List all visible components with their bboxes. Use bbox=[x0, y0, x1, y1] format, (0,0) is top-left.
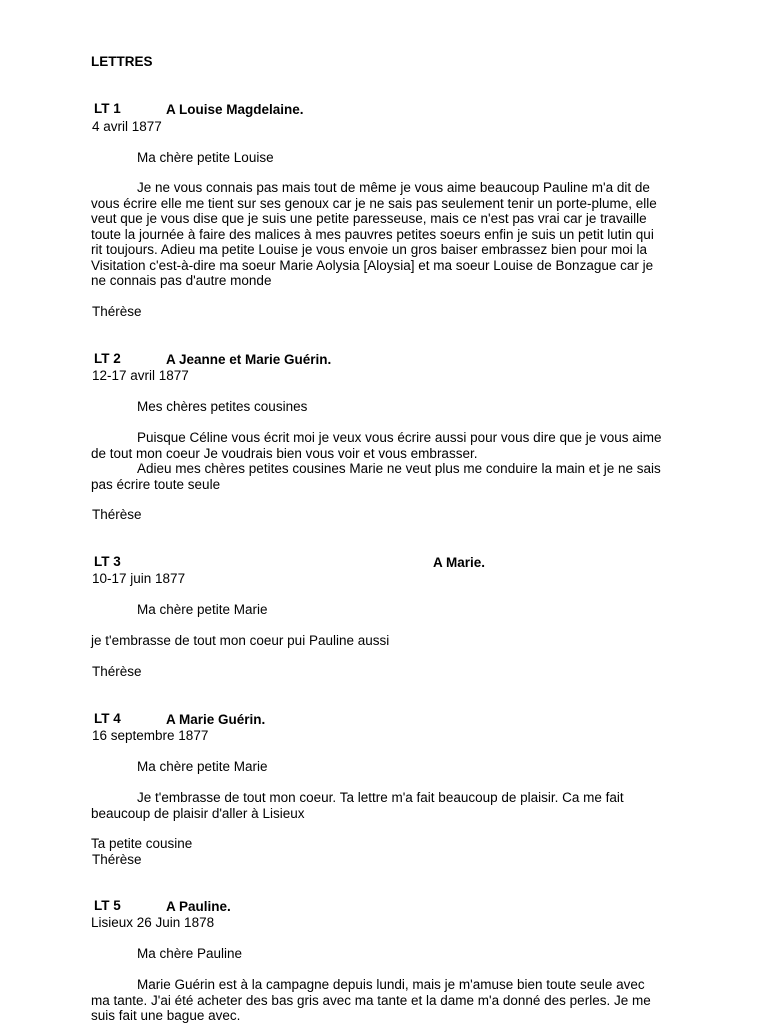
letter-recipient: A Pauline. bbox=[166, 899, 231, 914]
letter-closing: Thérèse bbox=[92, 507, 142, 522]
letter-number: LT 1 bbox=[94, 101, 121, 116]
letter-date: 16 septembre 1877 bbox=[92, 728, 209, 743]
letter-recipient: A Jeanne et Marie Guérin. bbox=[166, 352, 332, 367]
letter-salutation: Ma chère petite Marie bbox=[137, 602, 268, 617]
letter-number: LT 5 bbox=[94, 898, 121, 913]
letter-recipient: A Marie. bbox=[433, 555, 486, 570]
letter-paragraph: Puisque Céline vous écrit moi je veux vous écrire aussi pour vous dire que je vous aime de tout mon coeur Je voudrais bien vous voir et vous embrasser. bbox=[91, 430, 662, 461]
letter-paragraph: Adieu mes chères petites cousines Marie ne veut plus me conduire la main et je ne sais pas écrire toute seule bbox=[91, 461, 661, 492]
letter-recipient: A Marie Guérin. bbox=[166, 712, 266, 727]
letter-number: LT 4 bbox=[94, 711, 121, 726]
letter-salutation: Mes chères petites cousines bbox=[137, 399, 308, 414]
letter-paragraph: Je ne vous connais pas mais tout de même je vous aime beaucoup Pauline m'a dit de vous écrire elle me tient sur ses genoux car je ne sais pas seulement tenir un porte-plume, elle veut que je vous dise que je suis une petite paresseuse, mais ce n'est pas vrai car je travaille toute la journée à faire des malices à mes pauvres petites soeurs enfin je suis un petit lutin qui rit toujours. Adieu ma petite Louise je vous envoie un gros baiser embrassez bien pour moi la Visitation c'est-à-dire ma soeur Marie Aolysia [Aloysia] et ma soeur Louise de Bonzague car je ne connais pas d'autre monde bbox=[91, 180, 657, 288]
letter-closing-line: Ta petite cousine bbox=[91, 836, 193, 851]
letter-salutation: Ma chère Pauline bbox=[137, 946, 243, 961]
document-heading: LETTRES bbox=[91, 54, 153, 69]
letter-closing: Thérèse bbox=[92, 304, 142, 319]
letter-salutation: Ma chère petite Louise bbox=[137, 150, 274, 165]
letter-paragraph: Je t'embrasse de tout mon coeur. Ta lettre m'a fait beaucoup de plaisir. Ca me fait beaucoup de plaisir d'aller à Lisieux bbox=[91, 790, 624, 821]
letter-date: 4 avril 1877 bbox=[92, 119, 162, 134]
letter-recipient: A Louise Magdelaine. bbox=[166, 102, 304, 117]
letter-number: LT 2 bbox=[94, 351, 121, 366]
letter-closing: Thérèse bbox=[92, 852, 142, 867]
letter-date: Lisieux 26 Juin 1878 bbox=[91, 915, 215, 930]
letter-date: 12-17 avril 1877 bbox=[92, 368, 189, 383]
letter-number: LT 3 bbox=[94, 554, 121, 569]
letter-salutation: Ma chère petite Marie bbox=[137, 759, 268, 774]
letter-paragraph: Marie Guérin est à la campagne depuis lundi, mais je m'amuse bien toute seule avec ma tante. J'ai été acheter des bas gris avec ma tante et la dame m'a donné des perles. Je me suis fait une bague avec. bbox=[91, 977, 651, 1023]
letter-closing: Thérèse bbox=[92, 664, 142, 679]
letter-date: 10-17 juin 1877 bbox=[92, 571, 186, 586]
letter-paragraph: je t'embrasse de tout mon coeur pui Pauline aussi bbox=[91, 633, 390, 648]
